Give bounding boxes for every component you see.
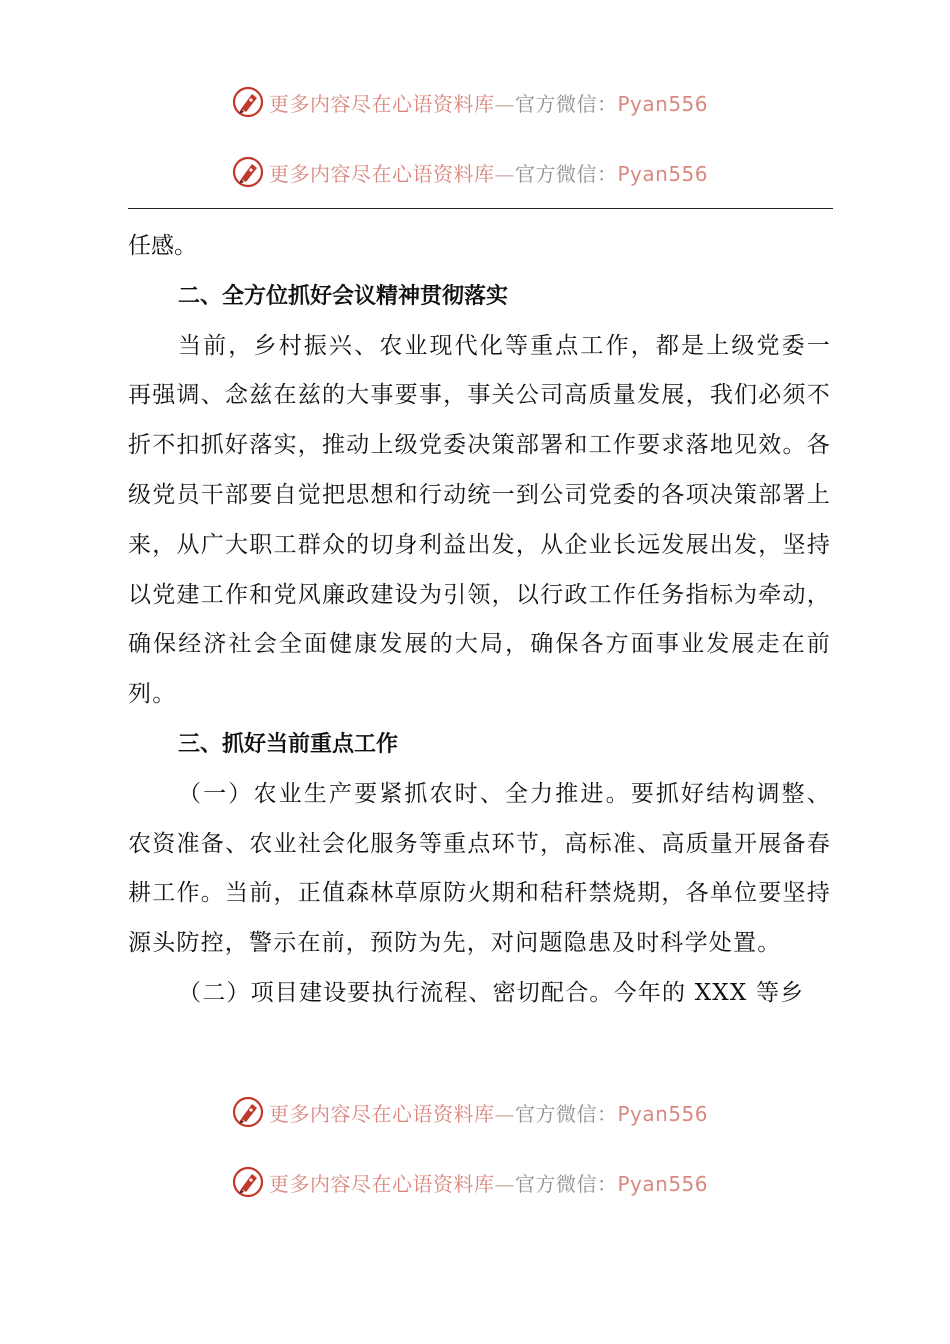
pen-logo-icon (231, 1095, 265, 1129)
header-divider (128, 208, 833, 209)
watermark-text: 更多内容尽在心语资料库—官方微信：Pyan556 (269, 1101, 709, 1126)
document-body (128, 222, 831, 1019)
pen-logo-icon (231, 85, 265, 119)
section-2-paragraph: 当前，乡村振兴、农业现代化等重点工作，都是上级党委一再强调、念兹在兹的大事要事，事关公司高质量发展，我们必须不折不扣抓好落实，推动上级党委决策部署和工作要求落地见效。各级党员干部要自觉把思想和行动统一到公司党委的各项决策部署上来，从广大职工群众的切身利益出发，从企业长远发展出发，坚持以党建工作和党风廉政建设为引领，以行政工作任务指标为牵动，确保经济社会全面健康发展的大局，确保各方面事业发展走在前列。 (128, 332, 831, 708)
watermark-text: 更多内容尽在心语资料库—官方微信：Pyan556 (269, 161, 709, 186)
watermark-top-2 (231, 155, 708, 189)
pen-logo-icon (231, 155, 265, 189)
watermark-text: 更多内容尽在心语资料库—官方微信：Pyan556 (269, 1171, 709, 1196)
pen-logo-icon (231, 1165, 265, 1199)
carry-over-text: 任感。 (128, 233, 197, 259)
item-2-paragraph: （二）项目建设要执行流程、密切配合。今年的 XXX 等乡 (178, 979, 805, 1006)
section-heading-2: 二、全方位抓好会议精神贯彻落实 (178, 283, 509, 309)
section-heading-3: 三、抓好当前重点工作 (178, 731, 399, 757)
item-1-paragraph: （一）农业生产要紧抓农时、全力推进。要抓好结构调整、农资准备、农业社会化服务等重点环节，高标准、高质量开展备春耕工作。当前，正值森林草原防火期和秸秆禁烧期，各单位要坚持源头防控，警示在前，预防为先，对问题隐患及时科学处置。 (128, 780, 831, 957)
watermark-text: 更多内容尽在心语资料库—官方微信：Pyan556 (269, 91, 709, 116)
watermark-bottom-1 (231, 1095, 708, 1129)
watermark-bottom-2 (231, 1165, 708, 1199)
watermark-top-1 (231, 85, 708, 119)
